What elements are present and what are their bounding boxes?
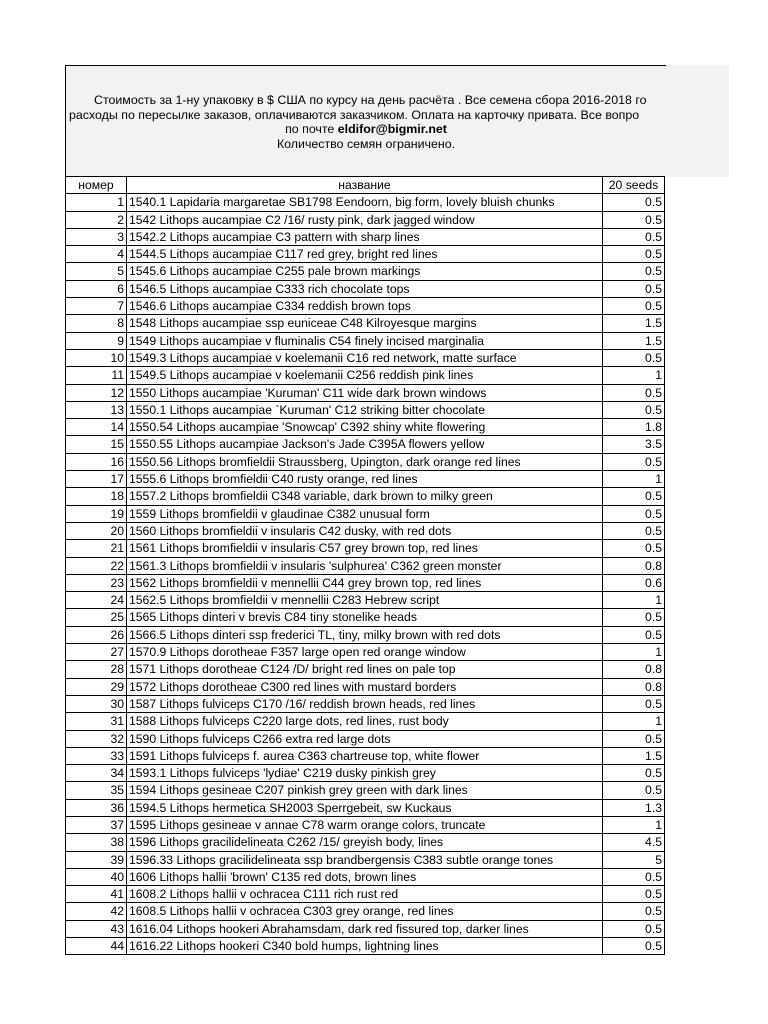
table-row [66,834,665,851]
table-header-row [66,177,665,194]
table-row [66,730,665,747]
row-price-cell[interactable]: 1 [603,644,665,661]
row-name-cell[interactable]: 1566.5 Lithops dinteri ssp frederici TL, tiny, milky brown with red dots [127,626,603,643]
row-price-cell[interactable]: 0.8 [603,557,665,574]
row-number-cell[interactable]: 7 [66,298,127,315]
table-row [66,886,665,903]
row-name-cell[interactable]: 1550 Lithops aucampiae 'Kuruman' C11 wide dark brown windows [127,384,603,401]
row-name-cell[interactable]: 1546.5 Lithops aucampiae C333 rich chocolate tops [127,280,603,297]
info-line-limited: Количество семян ограничено. [276,136,456,151]
row-number-cell[interactable]: 22 [66,557,127,574]
table-row [66,678,665,695]
row-name-cell[interactable]: 1562.5 Lithops bromfieldii v mennellii C283 Hebrew script [127,592,603,609]
table-row [66,298,665,315]
row-number-cell[interactable]: 24 [66,592,127,609]
table-row [66,626,665,643]
table-row [66,782,665,799]
info-line-shipping: расходы по пересылке заказов, оплачиваются заказчиком. Оплата на карточку привата. Все вопро [69,107,640,122]
row-price-cell[interactable]: 0.5 [603,782,665,799]
row-price-cell[interactable]: 0.5 [603,730,665,747]
row-name-cell[interactable]: 1550.54 Lithops aucampiae 'Snowcap' C392 shiny white flowering [127,419,603,436]
table-row [66,436,665,453]
row-number-cell[interactable]: 18 [66,488,127,505]
table-row [66,246,665,263]
row-name-cell[interactable]: 1606 Lithops hallii 'brown' C135 red dots, brown lines [127,868,603,885]
row-number-cell[interactable]: 31 [66,713,127,730]
row-price-cell[interactable]: 0.5 [603,211,665,228]
row-price-cell[interactable]: 0.5 [603,626,665,643]
row-name-cell[interactable]: 1572 Lithops dorotheae C300 red lines with mustard borders [127,678,603,695]
row-price-cell[interactable]: 0.5 [603,540,665,557]
contact-prefix: по почте [285,122,338,136]
table-row [66,471,665,488]
row-name-cell[interactable]: 1542 Lithops aucampiae C2 /16/ rusty pink, dark jagged window [127,211,603,228]
table-row [66,194,665,211]
row-name-cell[interactable]: 1548 Lithops aucampiae ssp euniceae C48 Kilroyesque margins [127,315,603,332]
row-name-cell[interactable]: 1616.22 Lithops hookeri C340 bold humps, lightning lines [127,938,603,955]
table-row [66,228,665,245]
row-name-cell[interactable]: 1545.6 Lithops aucampiae C255 pale brown markings [127,263,603,280]
row-number-cell[interactable]: 25 [66,609,127,626]
row-price-cell[interactable]: 0.6 [603,574,665,591]
row-name-cell[interactable]: 1550.56 Lithops bromfieldii Straussberg, Upington, dark orange red lines [127,453,603,470]
row-number-cell[interactable]: 27 [66,644,127,661]
table-row [66,609,665,626]
row-name-cell[interactable]: 1587 Lithops fulviceps C170 /16/ reddish brown heads, red lines [127,695,603,712]
table-row [66,349,665,366]
row-price-cell[interactable]: 5 [603,851,665,868]
info-header-text [66,93,666,151]
row-number-cell[interactable]: 11 [66,367,127,384]
row-number-cell[interactable]: 17 [66,471,127,488]
row-number-cell[interactable]: 1 [66,194,127,211]
row-price-cell[interactable]: 0.5 [603,453,665,470]
table-body [66,194,665,955]
row-name-cell[interactable]: 1561.3 Lithops bromfieldii v insularis 'sulphurea' C362 green monster [127,557,603,574]
row-price-cell[interactable]: 1 [603,367,665,384]
row-name-cell[interactable]: 1559 Lithops bromfieldii v glaudinae C382 unusual form [127,505,603,522]
row-number-cell[interactable]: 34 [66,765,127,782]
row-number-cell[interactable]: 29 [66,678,127,695]
table-row [66,332,665,349]
row-number-cell[interactable]: 23 [66,574,127,591]
column-header-name[interactable]: название [127,177,603,194]
row-name-cell[interactable]: 1562 Lithops bromfieldii v mennellii C44 grey brown top, red lines [127,574,603,591]
row-price-cell[interactable]: 0.5 [603,280,665,297]
row-number-cell[interactable]: 20 [66,522,127,539]
row-price-cell[interactable]: 0.5 [603,868,665,885]
row-price-cell[interactable]: 1.8 [603,419,665,436]
row-name-cell[interactable]: 1549.3 Lithops aucampiae v koelemanii C16 red network, matte surface [127,349,603,366]
row-name-cell[interactable]: 1561 Lithops bromfieldii v insularis C57 grey brown top, red lines [127,540,603,557]
row-price-cell[interactable]: 0.5 [603,488,665,505]
row-number-cell[interactable]: 9 [66,332,127,349]
row-name-cell[interactable]: 1540.1 Lapidaria margaretae SB1798 Eendoorn, big form, lovely bluish chunks [127,194,603,211]
table-row [66,799,665,816]
row-price-cell[interactable]: 1 [603,816,665,833]
row-number-cell[interactable]: 16 [66,453,127,470]
table-row [66,401,665,418]
row-number-cell[interactable]: 6 [66,280,127,297]
table-row [66,453,665,470]
row-price-cell[interactable]: 3.5 [603,436,665,453]
table-row [66,522,665,539]
row-number-cell[interactable]: 8 [66,315,127,332]
table-row [66,920,665,937]
seed-price-table [65,176,665,955]
row-number-cell[interactable]: 14 [66,419,127,436]
row-name-cell[interactable]: 1588 Lithops fulviceps C220 large dots, red lines, rust body [127,713,603,730]
table-row [66,713,665,730]
row-name-cell[interactable]: 1608.5 Lithops hallii v ochracea C303 grey orange, red lines [127,903,603,920]
row-number-cell[interactable]: 40 [66,868,127,885]
row-name-cell[interactable]: 1549.5 Lithops aucampiae v koelemanii C256 reddish pink lines [127,367,603,384]
table-row [66,592,665,609]
row-price-cell[interactable]: 1.3 [603,799,665,816]
table-row [66,903,665,920]
row-price-cell[interactable]: 1 [603,713,665,730]
table-row [66,384,665,401]
row-price-cell[interactable]: 0.5 [603,903,665,920]
row-number-cell[interactable]: 4 [66,246,127,263]
row-price-cell[interactable]: 1 [603,592,665,609]
table-row [66,419,665,436]
row-name-cell[interactable]: 1555.6 Lithops bromfieldii C40 rusty orange, red lines [127,471,603,488]
table-row [66,574,665,591]
row-price-cell[interactable]: 0.8 [603,678,665,695]
table-row [66,557,665,574]
column-header-price[interactable]: 20 seeds [603,177,665,194]
row-name-cell[interactable]: 1595 Lithops gesineae v annae C78 warm orange colors, truncate [127,816,603,833]
row-price-cell[interactable]: 1 [603,471,665,488]
row-number-cell[interactable]: 28 [66,661,127,678]
row-number-cell[interactable]: 21 [66,540,127,557]
row-price-cell[interactable]: 1.5 [603,315,665,332]
row-price-cell[interactable]: 4.5 [603,834,665,851]
info-header [65,65,729,177]
row-name-cell[interactable]: 1591 Lithops fulviceps f. aurea C363 chartreuse top, white flower [127,747,603,764]
row-number-cell[interactable]: 10 [66,349,127,366]
table-row [66,211,665,228]
row-price-cell[interactable]: 1.5 [603,332,665,349]
table-row [66,695,665,712]
row-price-cell[interactable]: 0.5 [603,765,665,782]
row-name-cell[interactable]: 1557.2 Lithops bromfieldii C348 variable, dark brown to milky green [127,488,603,505]
row-name-cell[interactable]: 1608.2 Lithops hallii v ochracea C111 rich rust red [127,886,603,903]
table-row [66,816,665,833]
table-row [66,540,665,557]
sheet-top-border [65,65,666,66]
row-price-cell[interactable]: 0.5 [603,349,665,366]
row-number-cell[interactable]: 33 [66,747,127,764]
row-price-cell[interactable]: 1.5 [603,747,665,764]
row-price-cell[interactable]: 0.5 [603,298,665,315]
row-number-cell[interactable]: 44 [66,938,127,955]
row-number-cell[interactable]: 32 [66,730,127,747]
row-name-cell[interactable]: 1549 Lithops aucampiae v fluminalis C54 finely incised marginalia [127,332,603,349]
table-row [66,505,665,522]
header-fill-right [666,65,729,177]
row-price-cell[interactable]: 0.5 [603,920,665,937]
row-price-cell[interactable]: 0.8 [603,661,665,678]
column-header-number[interactable]: номер [66,177,127,194]
row-number-cell[interactable]: 41 [66,886,127,903]
row-number-cell[interactable]: 15 [66,436,127,453]
info-line-contact [66,122,666,137]
info-line-pricing: Стоимость за 1-ну упаковку в $ США по курсу на день расчёта . Все семена сбора 2016-2018 го [94,93,647,107]
table-row [66,747,665,764]
row-number-cell[interactable]: 12 [66,384,127,401]
row-name-cell[interactable]: 1594.5 Lithops hermetica SH2003 Sperrgebeit, sw Kuckaus [127,799,603,816]
row-name-cell[interactable]: 1546.6 Lithops aucampiae C334 reddish brown tops [127,298,603,315]
row-number-cell[interactable]: 43 [66,920,127,937]
row-price-cell[interactable]: 0.5 [603,401,665,418]
row-number-cell[interactable]: 2 [66,211,127,228]
row-name-cell[interactable]: 1571 Lithops dorotheae C124 /D/ bright red lines on pale top [127,661,603,678]
row-number-cell[interactable]: 42 [66,903,127,920]
row-name-cell[interactable]: 1550.55 Lithops aucampiae Jackson's Jade C395A flowers yellow [127,436,603,453]
table-row [66,280,665,297]
row-number-cell[interactable]: 30 [66,695,127,712]
row-name-cell[interactable]: 1593.1 Lithops fulviceps 'lydiae' C219 dusky pinkish grey [127,765,603,782]
row-price-cell[interactable]: 0.5 [603,384,665,401]
row-name-cell[interactable]: 1550.1 Lithops aucampiae `Kuruman' C12 striking bitter chocolate [127,401,603,418]
row-number-cell[interactable]: 3 [66,228,127,245]
row-price-cell[interactable]: 0.5 [603,695,665,712]
row-name-cell[interactable]: 1616.04 Lithops hookeri Abrahamsdam, dark red fissured top, darker lines [127,920,603,937]
row-name-cell[interactable]: 1596 Lithops gracilidelineata C262 /15/ greyish body, lines [127,834,603,851]
row-number-cell[interactable]: 19 [66,505,127,522]
table-row [66,851,665,868]
row-price-cell[interactable]: 0.5 [603,505,665,522]
table-row [66,938,665,955]
row-price-cell[interactable]: 0.5 [603,194,665,211]
row-name-cell[interactable]: 1560 Lithops bromfieldii v insularis C42 dusky, with red dots [127,522,603,539]
row-name-cell[interactable]: 1570.9 Lithops dorotheae F357 large open red orange window [127,644,603,661]
contact-email: eldifor@bigmir.net [337,122,447,136]
table-row [66,263,665,280]
row-number-cell[interactable]: 35 [66,782,127,799]
table-row [66,315,665,332]
row-number-cell[interactable]: 39 [66,851,127,868]
table-row [66,488,665,505]
table-row [66,661,665,678]
row-name-cell[interactable]: 1544.5 Lithops aucampiae C117 red grey, bright red lines [127,246,603,263]
row-number-cell[interactable]: 37 [66,816,127,833]
row-number-cell[interactable]: 13 [66,401,127,418]
row-number-cell[interactable]: 36 [66,799,127,816]
row-number-cell[interactable]: 5 [66,263,127,280]
row-name-cell[interactable]: 1565 Lithops dinteri v brevis C84 tiny stonelike heads [127,609,603,626]
row-price-cell[interactable]: 0.5 [603,263,665,280]
row-name-cell[interactable]: 1596.33 Lithops gracilidelineata ssp brandbergensis C383 subtle orange tones [127,851,603,868]
row-price-cell[interactable]: 0.5 [603,938,665,955]
table-row [66,644,665,661]
row-price-cell[interactable]: 0.5 [603,246,665,263]
table-row [66,765,665,782]
row-price-cell[interactable]: 0.5 [603,886,665,903]
table-row [66,868,665,885]
row-price-cell[interactable]: 0.5 [603,609,665,626]
row-name-cell[interactable]: 1590 Lithops fulviceps C266 extra red large dots [127,730,603,747]
row-price-cell[interactable]: 0.5 [603,228,665,245]
row-number-cell[interactable]: 26 [66,626,127,643]
row-price-cell[interactable]: 0.5 [603,522,665,539]
row-name-cell[interactable]: 1594 Lithops gesineae C207 pinkish grey green with dark lines [127,782,603,799]
row-number-cell[interactable]: 38 [66,834,127,851]
table-row [66,367,665,384]
row-name-cell[interactable]: 1542.2 Lithops aucampiae C3 pattern with sharp lines [127,228,603,245]
